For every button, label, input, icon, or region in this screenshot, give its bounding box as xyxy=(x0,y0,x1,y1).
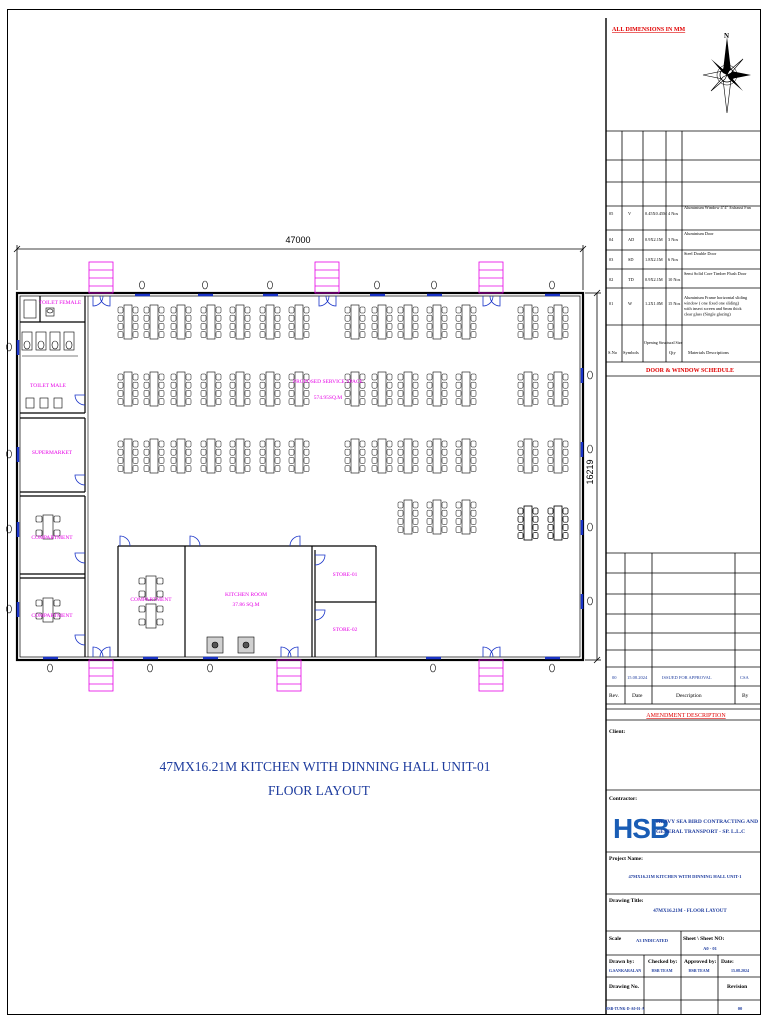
checked-value: HSB TEAM xyxy=(651,968,673,973)
schedule-cell: 1.2X1.0M xyxy=(645,301,663,306)
drawing-no-label: Drawing No. xyxy=(609,984,639,990)
schedule-cell: Aluminium Window 4"4" Exhaust Fan xyxy=(684,205,751,210)
schedule-cell: 4 Nos xyxy=(668,211,679,216)
schedule-title: DOOR & WINDOW SCHEDULE xyxy=(646,368,734,374)
schedule-cell: V xyxy=(628,211,632,216)
label-compartment-3: COMPARTMENT xyxy=(130,597,172,603)
schedule-cell: 1.8X2.1M xyxy=(645,257,663,262)
client-label: Client: xyxy=(609,729,626,735)
dimensions-note: ALL DIMENSIONS IN MM xyxy=(612,27,686,33)
schedule-cell: 02 xyxy=(609,277,614,282)
rev-head-date: Date xyxy=(632,693,643,699)
sheet-value: A0 - 01 xyxy=(703,946,717,951)
amendment-title: AMENDMENT DESCRIPTION xyxy=(646,713,726,719)
overall-width-dim: 16219 xyxy=(585,459,595,485)
date-label: Date: xyxy=(721,959,734,965)
schedule-cell: 10 Nos xyxy=(668,277,681,282)
rev-description: ISSUED FOR APPROVAL xyxy=(662,675,712,680)
scale-value: A3 INDICATED xyxy=(635,938,669,943)
label-supermarket: SUPERMARKET xyxy=(31,450,73,456)
rev-head-desc: Description xyxy=(676,693,702,699)
schedule-cell: with insect screen and 6mm thick xyxy=(684,306,742,311)
schedule-cell: 03 xyxy=(609,257,614,262)
sched-head-symbols: Symbols xyxy=(623,350,639,355)
schedule-cell: SD xyxy=(628,257,634,262)
schedule-cell: W xyxy=(628,301,633,306)
drawing-no-value: HSB-TUNK-D-A0-01-A xyxy=(605,1007,645,1011)
schedule-cell: 01 xyxy=(609,301,614,306)
schedule-cell: 04 xyxy=(609,237,614,242)
revision-label: Revision xyxy=(727,984,748,990)
schedule-cell: 05 xyxy=(609,211,614,216)
company-line1: HEAVY SEA BIRD CONTRACTING AND xyxy=(656,819,759,825)
label-compartment-1: COMPARTMENT xyxy=(31,535,73,541)
label-store-1: STORE-01 xyxy=(332,572,358,578)
schedule-cell: 3 Nos xyxy=(668,237,679,242)
schedule-cell: Aluminium Frame horizontal sliding xyxy=(684,295,748,300)
schedule-cell: 6 Nos xyxy=(668,257,679,262)
rev-head-rev: Rev. xyxy=(609,693,619,699)
scale-label: Scale xyxy=(609,936,622,942)
rev-by: CSA xyxy=(740,675,749,680)
drawing-title-value: 47MX16.21M - FLOOR LAYOUT xyxy=(653,909,727,914)
schedule-cell: 0.9X2.1M xyxy=(645,277,663,282)
schedule-cell: 15 Nos xyxy=(668,301,681,306)
overall-length-dim: 47000 xyxy=(285,235,311,245)
project-name: 47MX16.21M KITCHEN WITH DINNING HALL UNIT-1 xyxy=(628,874,742,879)
drawing-title-label: Drawing Title: xyxy=(609,898,644,904)
north-arrow-icon xyxy=(703,37,751,113)
schedule-cell: Aluminium Door xyxy=(684,231,714,236)
approved-label: Approved by: xyxy=(684,959,717,965)
label-service-area-size: 574.95SQ.M xyxy=(313,395,343,401)
drawing-title-line2: FLOOR LAYOUT xyxy=(268,783,370,798)
schedule-cell: window ( one fixed one sliding) xyxy=(684,300,740,306)
schedule-cell: 0.9X2.1M xyxy=(645,237,663,242)
sched-head-size: Opening Structural Size xyxy=(644,340,683,345)
schedule-cell: Semi Solid Core Timber Flush Door xyxy=(684,271,747,276)
company-line2: GENERAL TRANSPORT - SP. L.L.C xyxy=(656,829,746,835)
sched-head-desc: Materials Descriptions xyxy=(688,350,729,355)
drawing-title-line1: 47MX16.21M KITCHEN WITH DINNING HALL UNIT-01 xyxy=(159,759,491,774)
north-label: N xyxy=(724,32,730,40)
label-kitchen-size: 37.86 SQ.M xyxy=(232,602,260,608)
drawn-label: Drawn by: xyxy=(609,959,635,965)
date-value: 15.08.2024 xyxy=(731,968,749,973)
rev-number: 00 xyxy=(612,675,617,680)
schedule-cell: 0.45X0.45M xyxy=(645,211,667,216)
contractor-label: Contractor: xyxy=(609,796,638,802)
label-kitchen: KITCHEN ROOM xyxy=(224,592,268,598)
schedule-cell: AD xyxy=(628,237,635,242)
label-store-2: STORE-02 xyxy=(332,627,358,633)
approved-value: HSB TEAM xyxy=(688,968,710,973)
schedule-cell: TD xyxy=(628,277,634,282)
project-label: Project Name: xyxy=(609,856,643,862)
label-toilet-male: TOILET MALE xyxy=(30,383,66,389)
rev-head-by: By xyxy=(742,693,749,699)
revision-value: 00 xyxy=(737,1006,743,1011)
sched-head-qty: Qty xyxy=(669,350,676,355)
rev-date: 15.08.2024 xyxy=(627,675,648,680)
schedule-cell: Steel Double Door xyxy=(684,251,717,256)
label-compartment-2: COMPARTMENT xyxy=(31,613,73,619)
drawn-value: G.SANKARALAN xyxy=(608,968,642,973)
checked-label: Checked by: xyxy=(648,959,678,965)
svg-text:HSB: HSB xyxy=(613,813,670,844)
sheet-label: Sheet \ Sheet NO: xyxy=(683,936,725,942)
sched-head-sno: S.No xyxy=(608,350,618,355)
schedule-cell: clear glass (Single glazing) xyxy=(684,311,731,317)
label-toilet-female: TOILET FEMALE xyxy=(38,300,82,306)
label-service-area: PROPOSED SERVICE SPACE xyxy=(293,379,363,385)
